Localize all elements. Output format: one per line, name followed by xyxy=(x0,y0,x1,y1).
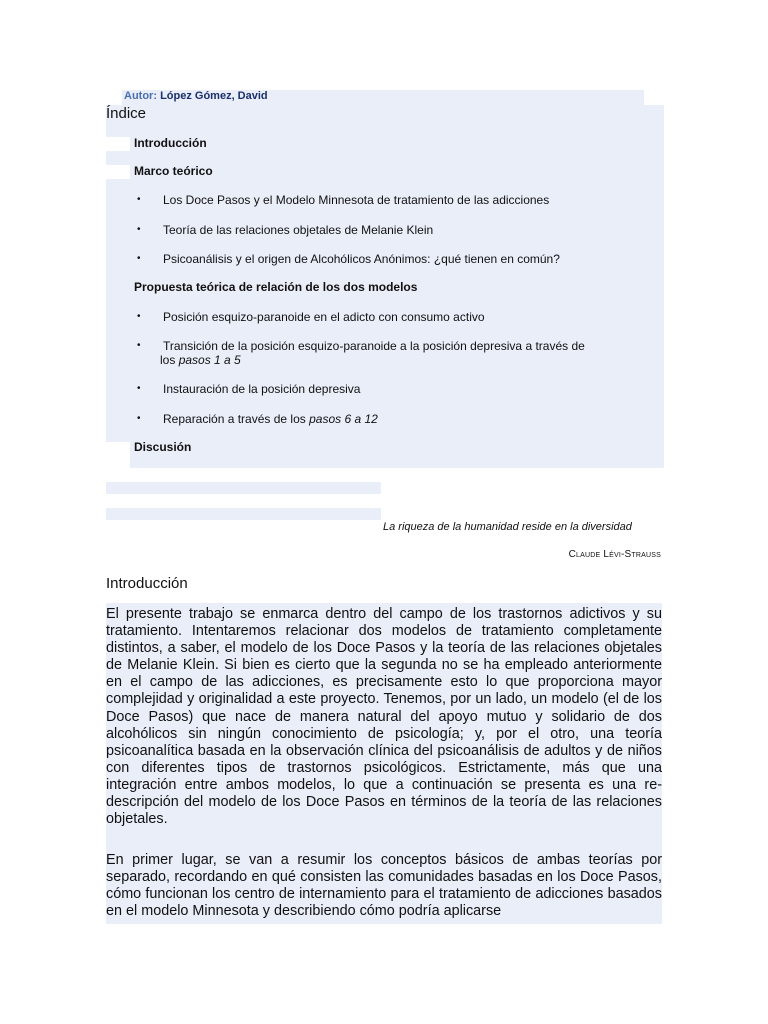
toc-marco-item-1[interactable]: Los Doce Pasos y el Modelo Minnesota de tratamiento de las adicciones xyxy=(163,193,550,207)
bullet-icon: • xyxy=(137,340,141,351)
toc-discusion-link[interactable]: Discusión xyxy=(134,440,192,454)
toc-gap-line xyxy=(106,508,381,520)
toc-propuesta-item-2-pre: los xyxy=(160,353,179,367)
toc-propuesta-item-2-em: pasos 1 a 5 xyxy=(178,353,241,367)
author-label: Autor: xyxy=(124,90,157,102)
epigraph-author: Claude Lévi-Strauss xyxy=(568,549,661,560)
toc-propuesta-item-2-line1: Transición de la posición esquizo-paranoide a la posición depresiva a través de xyxy=(163,339,585,353)
author-name: López Gómez, David xyxy=(160,90,268,102)
toc-title: Índice xyxy=(106,105,147,122)
toc-marco-item-2[interactable]: Teoría de las relaciones objetales de Melanie Klein xyxy=(163,223,434,237)
margin-gap xyxy=(106,165,130,179)
bullet-icon: • xyxy=(137,383,141,394)
toc-propuesta-item-2-cont[interactable] xyxy=(160,353,241,367)
toc-marco-link[interactable]: Marco teórico xyxy=(134,164,213,178)
toc-propuesta-item-4[interactable] xyxy=(163,412,378,426)
toc-gap-line xyxy=(106,482,381,494)
toc-propuesta-item-4-pre: Reparación a través de los xyxy=(163,412,310,426)
author-line xyxy=(124,90,268,102)
toc-propuesta-item-4-em: pasos 6 a 12 xyxy=(309,412,378,426)
intro-paragraph-2: En primer lugar, se van a resumir los conceptos básicos de ambas teorías por separado, recordando en qué consisten las comunidades basadas en los Doce Pasos, cómo funcionan los centro de internamiento para el tratamiento de adicciones basados en el modelo Minnesota y describiendo cómo podría aplicarse xyxy=(106,852,662,920)
toc-marco-item-3[interactable]: Psicoanálisis y el origen de Alcohólicos Anónimos: ¿qué tienen en común? xyxy=(163,252,560,266)
bullet-icon: • xyxy=(137,194,141,205)
toc-propuesta-item-2[interactable] xyxy=(163,339,585,353)
toc-propuesta-item-3[interactable]: Instauración de la posición depresiva xyxy=(163,382,361,396)
intro-paragraph-1: El presente trabajo se enmarca dentro del campo de los trastornos adictivos y su tratamiento. Intentaremos relacionar dos modelos de tratamiento completamente distintos, a saber, el modelo de los Doce Pasos y la teoría de las relaciones objetales de Melanie Klein. Si bien es cierto que la segunda no se ha empleado anteriormente en el campo de las adicciones, es precisamente esto lo que proporciona mayor complejidad y originalidad a este proyecto. Tenemos, por un lado, un modelo (el de los Doce Pasos) que nace de manera natural del apoyo mutuo y solidario de dos alcohólicos sin ningún conocimiento de psicología; y, por el otro, una teoría psicoanalítica basada en la observación clínica del psicoanálisis de adultos y de niños con diferentes tipos de trastornos psicológicos. Estrictamente, más que una integración entre ambos modelos, lo que a continuación se presenta es una re-descripción del modelo de los Doce Pasos en términos de la teoría de las relaciones objetales. xyxy=(106,606,662,828)
toc-propuesta-link[interactable]: Propuesta teórica de relación de los dos modelos xyxy=(134,280,418,294)
epigraph-quote: La riqueza de la humanidad reside en la diversidad xyxy=(383,521,632,533)
bullet-icon: • xyxy=(137,253,141,264)
bullet-icon: • xyxy=(137,311,141,322)
margin-gap xyxy=(106,456,130,468)
margin-gap xyxy=(106,137,130,151)
bullet-icon: • xyxy=(137,224,141,235)
margin-gap xyxy=(106,442,130,456)
bullet-icon: • xyxy=(137,413,141,424)
toc-intro-link[interactable]: Introducción xyxy=(134,136,207,150)
intro-heading: Introducción xyxy=(106,575,188,592)
toc-propuesta-item-1[interactable]: Posición esquizo-paranoide en el adicto con consumo activo xyxy=(163,310,485,324)
